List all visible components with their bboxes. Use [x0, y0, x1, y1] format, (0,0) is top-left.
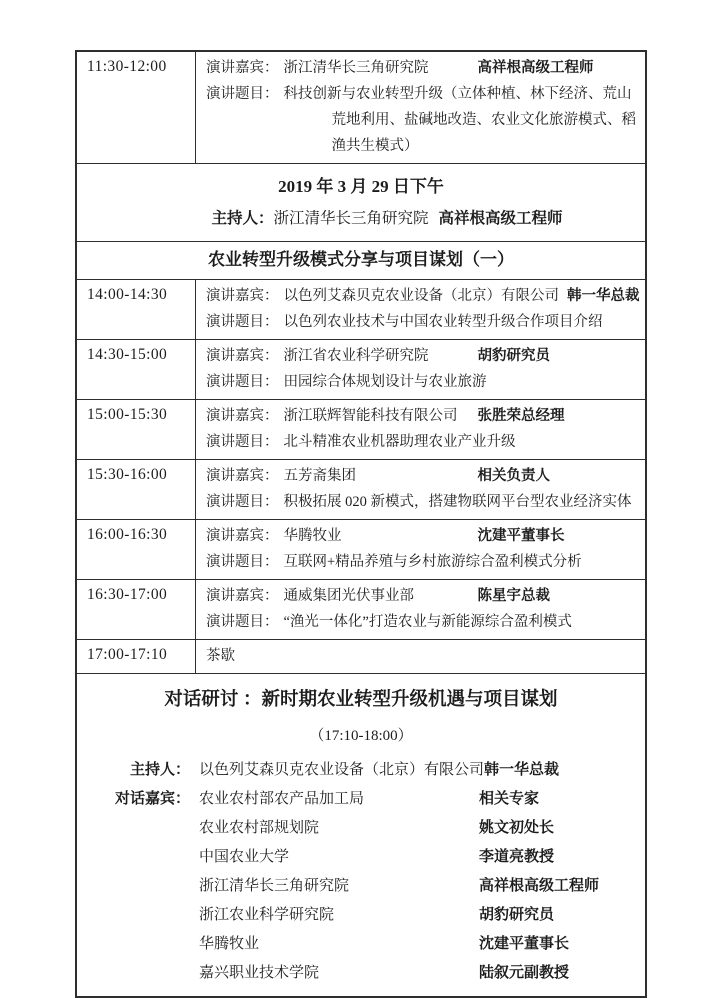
guest-org: 浙江农业科学研究院	[199, 907, 335, 923]
topic-label: 演讲题目：	[206, 554, 279, 570]
topic-label: 演讲题目：	[206, 614, 279, 630]
topic-text: 田园综合体规划设计与农业旅游	[283, 374, 487, 390]
guest-name: 李道亮教授	[479, 849, 555, 865]
dialogue-time: （17:10-18:00）	[309, 728, 413, 744]
guest-name: 沈建平董事长	[479, 936, 570, 952]
host-org: 以色列艾森贝克农业设备（北京）有限公司	[199, 762, 485, 778]
topic-line	[206, 489, 637, 515]
guest-org: 中国农业大学	[199, 849, 290, 865]
topic-line	[206, 369, 637, 395]
guest-label: 演讲嘉宾：	[206, 468, 279, 484]
dialogue-guest-row	[77, 930, 645, 959]
dialogue-title: 对话研讨 ：新时期农业转型升级机遇与项目谋划	[164, 690, 558, 710]
content-cell	[196, 52, 645, 163]
dialogue-guests-label: 对话嘉宾：	[114, 791, 190, 807]
agenda-table	[75, 50, 647, 998]
content-cell	[196, 400, 645, 459]
time-cell: 16:30-17:00	[77, 580, 196, 639]
break-label: 茶歇	[206, 648, 235, 664]
guest-label: 演讲嘉宾：	[206, 288, 279, 304]
topic-label: 演讲题目：	[206, 374, 279, 390]
content-cell	[196, 460, 645, 519]
time-cell: 15:30-16:00	[77, 460, 196, 519]
guest-org: 以色列艾森贝克农业设备（北京）有限公司	[283, 288, 559, 304]
content-cell	[196, 580, 645, 639]
guest-line	[206, 403, 637, 429]
topic-label: 演讲题目：	[206, 494, 279, 510]
agenda-row	[77, 460, 645, 520]
host-line	[77, 205, 645, 233]
topic-line	[206, 81, 637, 159]
spacer	[77, 959, 190, 988]
topic-label: 演讲题目：	[206, 314, 279, 330]
guest-name: 高祥根高级工程师	[477, 60, 594, 76]
host-name: 高祥根高级工程师	[438, 210, 563, 227]
content-cell	[196, 640, 645, 673]
guest-org: 浙江联辉智能科技有限公司	[283, 408, 458, 424]
topic-text: 积极拓展 020 新模式，搭建物联网平台型农业经济实体	[283, 494, 632, 510]
content-cell	[196, 340, 645, 399]
guest-org: 农业农村部规划院	[199, 820, 320, 836]
guest-line	[206, 343, 637, 369]
topic-line	[206, 309, 637, 335]
guest-label: 演讲嘉宾：	[206, 60, 279, 76]
break-row	[77, 640, 645, 674]
dialogue-guest-row	[77, 785, 645, 814]
guest-org: 嘉兴职业技术学院	[199, 965, 320, 981]
topic-text: 北斗精准农业机器助理农业产业升级	[283, 434, 516, 450]
dialogue-participants	[77, 756, 645, 988]
time-cell: 17:00-17:10	[77, 640, 196, 673]
topic-text: 互联网+精品养殖与乡村旅游综合盈利模式分析	[283, 554, 582, 570]
topic-text: 科技创新与农业转型升级（立体种植、林下经济、荒山荒地利用、盐碱地改造、农业文化旅游模式、稻渔共生模式）	[283, 86, 636, 154]
guest-org: 通威集团光伏事业部	[283, 588, 414, 604]
agenda-row	[77, 580, 645, 640]
topic-text: 以色列农业技术与中国农业转型升级合作项目介绍	[283, 314, 603, 330]
guest-name: 胡豹研究员	[477, 348, 550, 364]
dialogue-guest-row	[77, 843, 645, 872]
guest-org: 浙江清华长三角研究院	[199, 878, 350, 894]
guest-name: 张胜荣总经理	[477, 408, 565, 424]
content-cell	[196, 280, 645, 339]
guest-line	[206, 55, 637, 81]
topic-label: 演讲题目：	[206, 434, 279, 450]
spacer	[77, 930, 190, 959]
guest-name: 韩一华总裁	[567, 288, 640, 304]
date-heading: 2019 年 3 月 29 日下午	[278, 177, 444, 196]
agenda-row	[77, 340, 645, 400]
dialogue-guest-row	[77, 872, 645, 901]
agenda-row	[77, 280, 645, 340]
guest-name: 胡豹研究员	[479, 907, 555, 923]
spacer	[77, 843, 190, 872]
host-label: 主持人：	[129, 762, 190, 778]
guest-name: 姚文初处长	[479, 820, 555, 836]
guest-name: 高祥根高级工程师	[479, 878, 600, 894]
time-cell: 14:00-14:30	[77, 280, 196, 339]
guest-org: 五芳斋集团	[283, 468, 356, 484]
topic-text: “渔光一体化”打造农业与新能源综合盈利模式	[283, 614, 572, 630]
guest-label: 演讲嘉宾：	[206, 588, 279, 604]
guest-name: 陈星宇总裁	[477, 588, 550, 604]
guest-line	[206, 583, 637, 609]
time-cell: 16:00-16:30	[77, 520, 196, 579]
agenda-row	[77, 52, 645, 164]
guest-org: 浙江省农业科学研究院	[283, 348, 429, 364]
host-label: 主持人：	[211, 210, 274, 227]
dialogue-guest-row	[77, 901, 645, 930]
guest-org: 华腾牧业	[199, 936, 260, 952]
agenda-row	[77, 520, 645, 580]
guest-name: 沈建平董事长	[477, 528, 565, 544]
guest-name: 相关专家	[479, 791, 540, 807]
time-cell: 14:30-15:00	[77, 340, 196, 399]
agenda-row	[77, 400, 645, 460]
time-cell: 15:00-15:30	[77, 400, 196, 459]
guest-name: 陆叙元副教授	[479, 965, 570, 981]
dialogue-guest-row	[77, 814, 645, 843]
session-title: 农业转型升级模式分享与项目谋划（一）	[77, 242, 645, 280]
guest-label: 演讲嘉宾：	[206, 348, 279, 364]
topic-line	[206, 429, 637, 455]
host-org: 浙江清华长三角研究院	[273, 210, 429, 227]
spacer	[77, 872, 190, 901]
afternoon-header	[77, 164, 645, 242]
topic-line	[206, 609, 637, 635]
guest-org: 华腾牧业	[283, 528, 342, 544]
guest-line	[206, 283, 640, 309]
guest-line	[206, 523, 637, 549]
topic-label: 演讲题目：	[206, 86, 279, 102]
dialogue-section	[77, 674, 645, 996]
content-cell	[196, 520, 645, 579]
guest-label: 演讲嘉宾：	[206, 528, 279, 544]
guest-org: 农业农村部农产品加工局	[199, 791, 365, 807]
host-name: 韩一华总裁	[484, 762, 560, 778]
spacer	[77, 814, 190, 843]
guest-name: 相关负责人	[477, 468, 550, 484]
spacer	[77, 901, 190, 930]
guest-org: 浙江清华长三角研究院	[283, 60, 429, 76]
guest-line	[206, 463, 637, 489]
time-cell: 11:30-12:00	[77, 52, 196, 163]
guest-label: 演讲嘉宾：	[206, 408, 279, 424]
dialogue-guest-row	[77, 959, 645, 988]
topic-line	[206, 549, 637, 575]
dialogue-host-row	[77, 756, 645, 785]
